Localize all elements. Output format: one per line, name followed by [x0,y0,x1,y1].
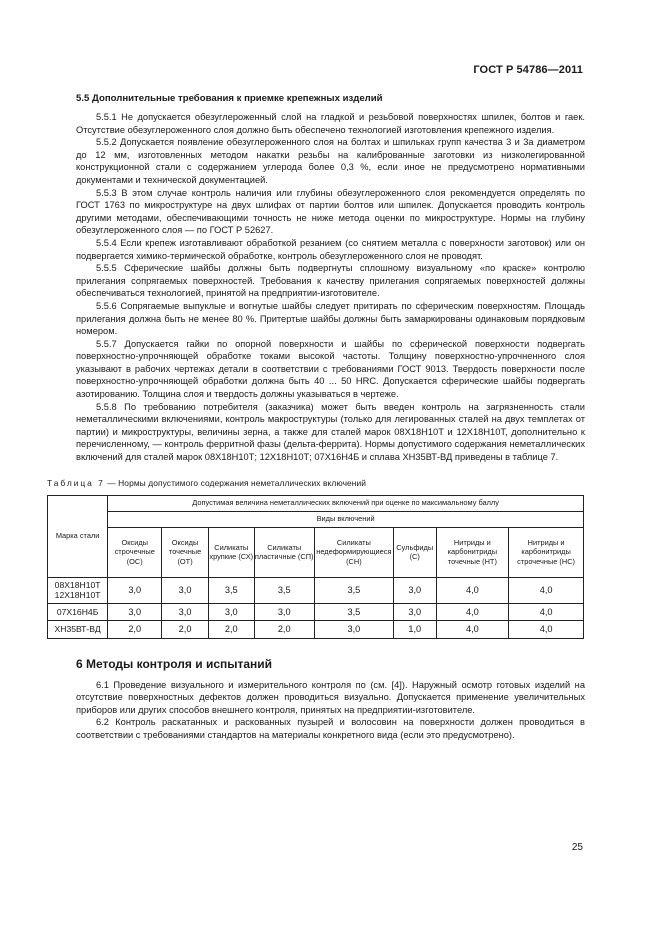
page-content [47,92,585,742]
table-cell: 4,0 [509,621,584,639]
table-cell: 3,5 [208,577,254,603]
paragraph-5-5-7: 5.5.7 Допускается гайки по опорной поверхности и шайбы по сферической поверхности подвергать поверхностно-упрочняющей обработке токами высокой частоты. Толщину поверхностно-упрочненного слоя указывают в рабочих чертежах детали в соответствии с требованиями ГОСТ 9013. Твердость поверхности после поверхностно-упрочняющей обработки должна быть 40 ... 50 HRC. Допускается сферические шайбы подвергать азотированию. Толщина слоя и твердость должны указываться в чертеже. [76,338,585,400]
table-cell: 3,0 [393,577,436,603]
group-header: Допустимая величина неметаллических включений при оценке по максимальному баллу [108,495,584,511]
table-cell: 2,0 [162,621,209,639]
table-cell: 2,0 [208,621,254,639]
table-cell: 3,0 [314,621,393,639]
table-cell: 3,0 [162,603,209,621]
section-6-title: 6 Методы контроля и испытаний [76,656,273,671]
column-header: Оксиды строчечные (ОС) [108,527,162,577]
column-header: Силикаты хрупкие (СХ) [208,527,254,577]
table-cell: 3,0 [208,603,254,621]
column-header: Нитриды и карбонитриды точечные (НТ) [436,527,509,577]
table-cell: 3,5 [314,577,393,603]
page-number: 25 [571,842,583,853]
column-header: Силикаты недеформирующиеся (СН) [314,527,393,577]
row-grade: ХН35ВТ-ВД [48,621,108,639]
column-header: Оксиды точечные (ОТ) [162,527,209,577]
table-cell: 2,0 [108,621,162,639]
table-cell: 4,0 [509,577,584,603]
table-cell: 3,0 [393,603,436,621]
row-grade: 08Х18Н10Т 12Х18Н10Т [48,577,108,603]
table-cell: 4,0 [436,603,509,621]
table-7-caption-text: — Нормы допустимого содержания неметаллических включений [104,477,367,488]
paragraph-5-5-5: 5.5.5 Сферические шайбы должны быть подвергнуты сплошному визуальному «по краске» контролю прилегания сопрягаемых поверхностей. Требования к качеству прилегания сопрягаемых поверхностей должны обеспечиваться технологией, принятой на предприятии-изготовителе. [76,263,585,299]
table-7-caption-label: Таблица 7 [47,477,105,488]
paragraph-5-5-6: 5.5.6 Сопрягаемые выпуклые и вогнутые шайбы следует притирать по сферическим поверхностям. Площадь прилегания должна быть не менее 80 %. Притертые шайбы должны быть замаркированы одинаковым порядковым номером. [76,300,585,337]
column-header: Сульфиды (С) [393,527,436,577]
paragraph-6-2: 6.2 Контроль раскатанных и раскованных пузырей и волосовин на поверхности должен проводиться в соответствии с требованиями стандартов на материалы конкретного вида (если это предусмотрено). [76,717,585,740]
table-cell: 4,0 [436,577,509,603]
table-cell: 3,0 [162,577,209,603]
paragraph-5-5-3: 5.5.3 В этом случае контроль наличия или глубины обезуглероженного слоя рекомендуется определять по ГОСТ 1763 по микроструктуре на двух шлифах от партии болтов или шпилек. Допускается проводить контроль другими методами, обеспечивающими точность не ниже метода оценки по микроструктуре. Нормы на глубину обезуглероженного слоя — по ГОСТ Р 52627. [76,187,585,236]
table-7-caption [47,478,585,489]
paragraph-5-5-8: 5.5.8 По требованию потребителя (заказчика) может быть введен контроль на загрязненность стали неметаллическими включениями, контроль макроструктуры (только для легированных сталей на двух темплетах от партии) и микроструктуры, величины зерна, а также для сталей марок 08Х18Н10Т и 12Х18Н10Т, дополнительно к перечисленному, — контроль ферритной фазы (дельта-феррита). Нормы допустимого содержания неметаллических включений для сталей марок 08Х18Н10Т; 12Х18Н10Т; 07Х16Н4Б и сплава ХН35ВТ-ВД приведены в таблице 7. [76,401,585,463]
column-header: Силикаты пластичные (СП) [254,527,314,577]
table-cell: 3,0 [108,603,162,621]
table-cell: 1,0 [393,621,436,639]
table-cell: 4,0 [509,603,584,621]
table-cell: 3,0 [254,603,314,621]
inclusions-norms-table [47,495,584,639]
table-cell: 3,5 [314,603,393,621]
subgroup-header: Виды включений [108,511,584,527]
paragraph-6-1: 6.1 Проведение визуального и измерительного контроля по (см. [4]). Наружный осмотр готовых изделий на отсутствие поверхностных дефектов должен проводиться визуально. Допускается применение увеличительных приборов или других способов внешнего контроля, принятых на предприятии-изготовителе. [76,679,585,715]
section-5-5-title: 5.5 Дополнительные требования к приемке крепежных изделий [76,93,383,104]
table-cell: 3,5 [254,577,314,603]
paragraph-5-5-4: 5.5.4 Если крепеж изготавливают обработкой резанием (со снятием металла с поверхности заготовок) или он подвергается химико-термической обработке, контроль обезуглероженного слоя не проводят. [76,237,585,261]
table-cell: 3,0 [108,577,162,603]
row-grade: 07Х16Н4Б [48,603,108,621]
table-cell: 2,0 [254,621,314,639]
grade-header: Марка стали [48,495,108,577]
column-header: Нитриды и карбонитриды строчечные (НС) [509,527,584,577]
document-header: ГОСТ Р 54786—2011 [473,64,583,76]
paragraph-5-5-2: 5.5.2 Допускается появление обезуглероженного слоя на болтах и шпильках групп качества 3 и 3а диаметром до 12 мм, изготовленных методом накатки резьбы на калиброванные заготовки из низколегированной конструкционной стали с содержанием углерода более 0,3 %, если иное не предусмотрено нормативными документами и технической документацией. [76,137,585,185]
paragraph-5-5-1: 5.5.1 Не допускается обезуглероженный слой на гладкой и резьбовой поверхностях шпилек, болтов и гаек. Отсутствие обезуглероженного слоя должно быть обеспечено технологией изготовления крепежного изделия. [76,112,585,135]
table-cell: 4,0 [436,621,509,639]
